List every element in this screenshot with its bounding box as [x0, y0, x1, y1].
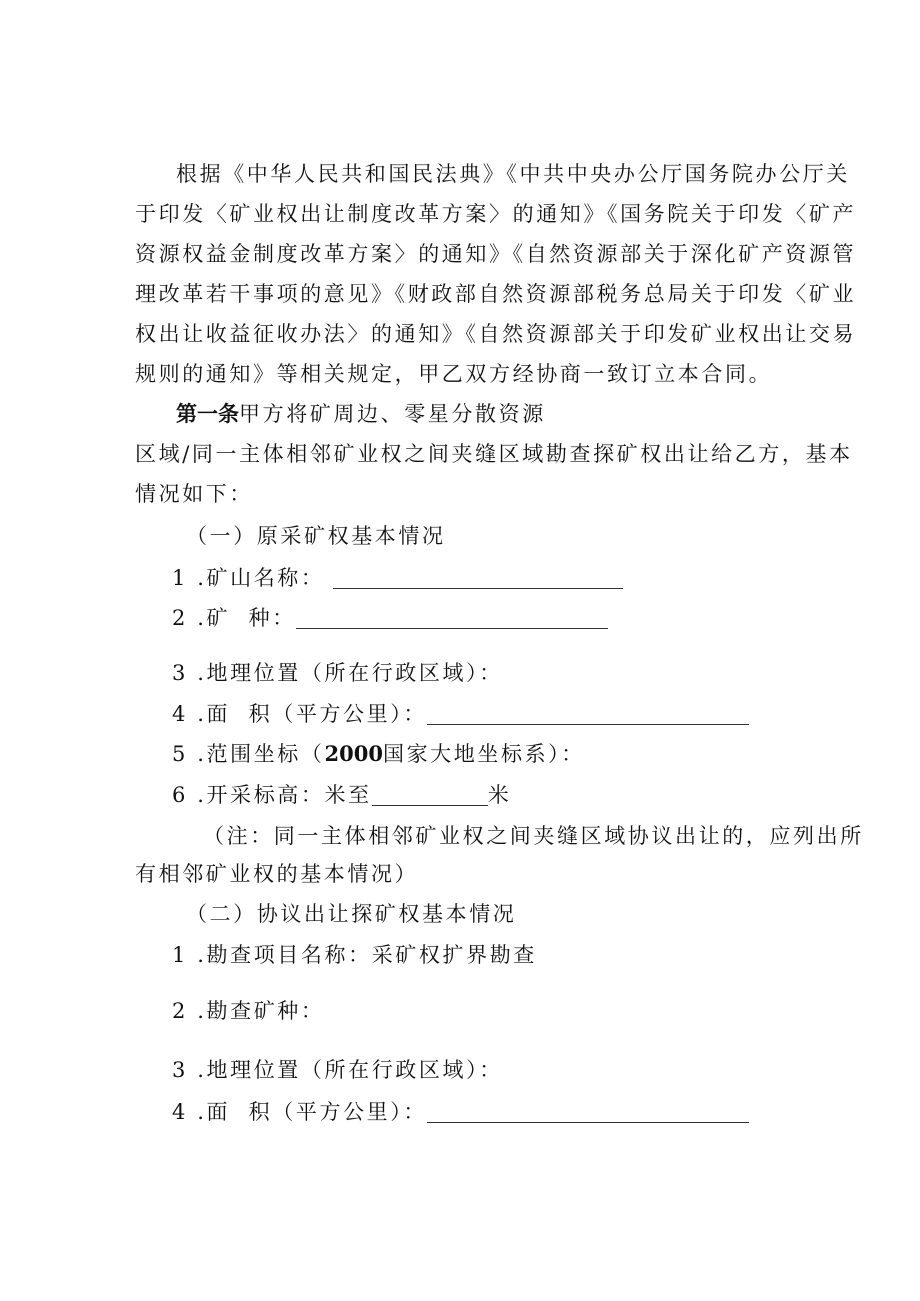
- elevation-prefix: 6 .开采标高：米至: [172, 783, 372, 807]
- survey-location-row: 3 .地理位置（所在行政区域）：: [172, 1058, 503, 1082]
- elevation-row: [172, 780, 511, 810]
- project-name-row: 1 .勘查项目名称：采矿权扩界勘查: [172, 943, 537, 967]
- mine-name-row: [172, 563, 623, 593]
- coords-prefix: 5 .范围坐标（: [172, 742, 325, 766]
- location-row: 3 .地理位置（所在行政区域）：: [172, 661, 503, 685]
- coords-year: 2000: [324, 741, 383, 766]
- article-1-cont-1: 区域/同一主体相邻矿业权之间夹缝区域勘查探矿权出让给乙方，基本: [135, 442, 853, 466]
- elevation-field[interactable]: [372, 783, 488, 806]
- survey-area-row: [172, 1097, 749, 1127]
- article-1-title: 第一条: [176, 401, 239, 426]
- section-1-heading: （一）原采矿权基本情况: [186, 524, 446, 548]
- preamble-line-6: 规则的通知》等相关规定，甲乙双方经协商一致订立本合同。: [135, 362, 773, 386]
- note-line-2: 有相邻矿业权的基本情况）: [135, 862, 419, 886]
- area-label: 4 .面 积（平方公里）：: [172, 702, 427, 726]
- preamble-line-1: 根据《中华人民共和国民法典》《中共中央办公厅国务院办公厅关: [176, 162, 850, 186]
- preamble-line-2: 于印发〈矿业权出让制度改革方案〉的通知》《国务院关于印发〈矿产: [135, 202, 857, 226]
- preamble-line-4: 理改革若干事项的意见》《财政部自然资源部税务总局关于印发〈矿业: [135, 282, 857, 306]
- mineral-field[interactable]: [296, 606, 608, 629]
- note-line-1: （注：同一主体相邻矿业权之间夹缝区域协议出让的，应列出所: [203, 824, 864, 848]
- article-1-line: [176, 399, 546, 429]
- article-1-text: 甲方将矿周边、零星分散资源: [239, 402, 546, 426]
- preamble-line-5: 权出让收益征收办法〉的通知》《自然资源部关于印发矿业权出让交易: [135, 322, 857, 346]
- mine-name-field[interactable]: [333, 566, 623, 589]
- article-1-cont-2: 情况如下：: [135, 482, 253, 506]
- survey-area-field[interactable]: [427, 1100, 749, 1123]
- section-2-heading: （二）协议出让探矿权基本情况: [186, 902, 517, 926]
- preamble-line-3: 资源权益金制度改革方案〉的通知》《自然资源部关于深化矿产资源管: [135, 242, 857, 266]
- coords-suffix: 国家大地坐标系）：: [382, 742, 585, 766]
- mine-name-label: 1 .矿山名称：: [172, 566, 325, 590]
- survey-mineral-row: 2 .勘查矿种：: [172, 999, 325, 1023]
- area-row: [172, 699, 749, 729]
- mineral-label: 2 .矿 种：: [172, 606, 296, 630]
- area-field[interactable]: [427, 702, 749, 725]
- elevation-suffix: 米: [487, 783, 512, 807]
- mineral-row: [172, 603, 608, 633]
- coords-row: [172, 739, 585, 769]
- survey-area-label: 4 .面 积（平方公里）：: [172, 1100, 427, 1124]
